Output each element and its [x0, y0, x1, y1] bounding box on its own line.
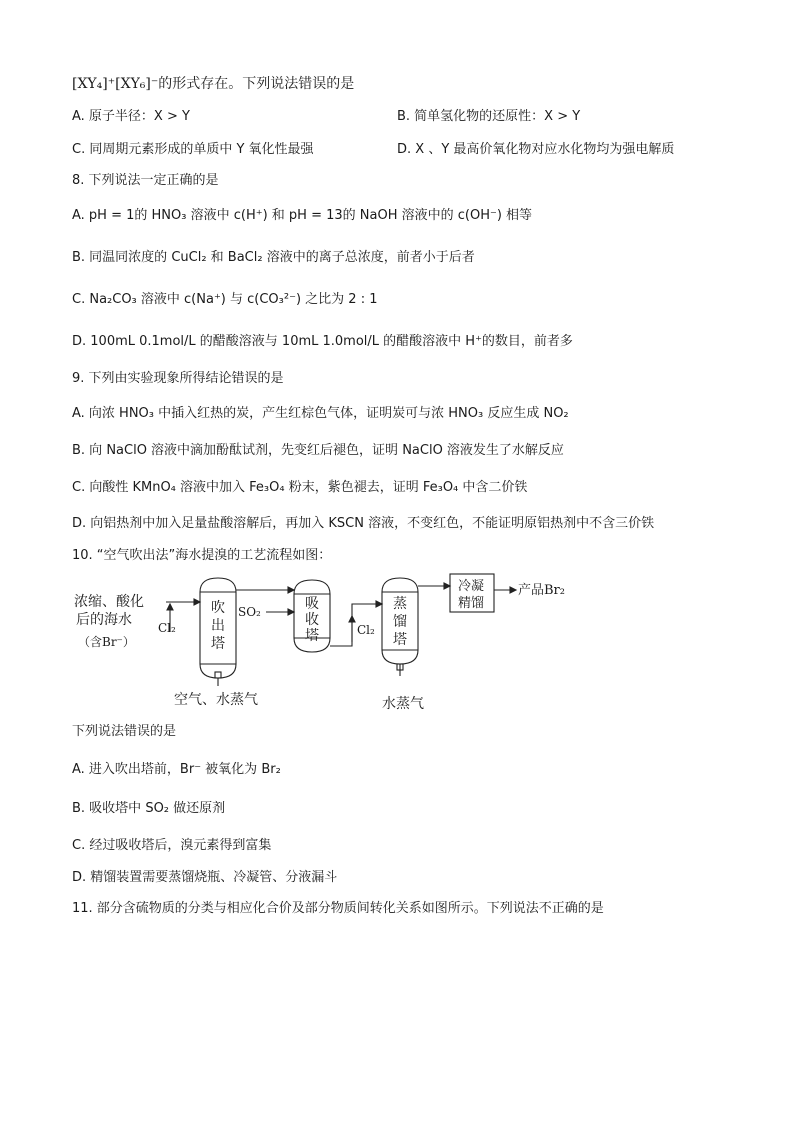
- cl2-label-b: Cl₂: [357, 623, 375, 637]
- feed-label-2: 后的海水: [76, 612, 132, 628]
- condenser-label-1: 冷凝: [458, 579, 485, 594]
- tower1-char-1: 吹: [211, 600, 225, 616]
- tower3-char-1: 蒸: [393, 596, 407, 612]
- so2-label: SO₂: [238, 605, 261, 619]
- q8-option-d: D. 100mL 0.1mol/L 的醋酸溶液与 10mL 1.0mol/L 的醋酸溶液中 H⁺的数目，前者多: [72, 334, 573, 349]
- q10-question: 下列说法错误的是: [72, 724, 177, 739]
- q9-stem: 9. 下列由实验现象所得结论错误的是: [72, 371, 284, 386]
- tower3-char-2: 馏: [393, 614, 407, 630]
- tower2-char-3: 塔: [305, 628, 319, 644]
- q9-option-d: D. 向铝热剂中加入足量盐酸溶解后，再加入 KSCN 溶液，不变红色，不能证明原铝热剂中不含三价铁: [72, 516, 655, 531]
- q8-option-a: A. pH = 1的 HNO₃ 溶液中 c(H⁺) 和 pH = 13的 NaOH 溶液中的 c(OH⁻) 相等: [72, 208, 533, 223]
- cl2-label-a: Cl₂: [158, 621, 176, 635]
- tower2-char-1: 吸: [305, 596, 319, 612]
- q9-option-c: C. 向酸性 KMnO₄ 溶液中加入 Fe₃O₄ 粉末，紫色褪去，证明 Fe₃O₄ 中含二价铁: [72, 480, 528, 495]
- q9-option-a: A. 向浓 HNO₃ 中插入红热的炭，产生红棕色气体，证明炭可与浓 HNO₃ 反应生成 NO₂: [72, 406, 569, 421]
- q10-stem: 10. “空气吹出法”海水提溴的工艺流程如图：: [72, 548, 332, 563]
- steam-label: 水蒸气: [382, 696, 424, 712]
- q8-option-b: B. 同温同浓度的 CuCl₂ 和 BaCl₂ 溶液中的离子总浓度，前者小于后者: [72, 250, 475, 265]
- q7-option-c: C. 同周期元素形成的单质中 Y 氧化性最强: [72, 142, 314, 157]
- tower2-char-2: 收: [305, 612, 319, 628]
- q9-option-b: B. 向 NaClO 溶液中滴加酚酞试剂，先变红后褪色，证明 NaClO 溶液发生了水解反应: [72, 443, 564, 458]
- air-steam-label: 空气、水蒸气: [174, 692, 258, 708]
- q7-option-a: A. 原子半径：X > Y: [72, 109, 190, 124]
- q10-option-c: C. 经过吸收塔后，溴元素得到富集: [72, 838, 272, 853]
- q11-stem: 11. 部分含硫物质的分类与相应化合价及部分物质间转化关系如图所示。下列说法不正确的是: [72, 901, 604, 916]
- tower3-char-3: 塔: [393, 632, 407, 648]
- q7-option-b: B. 简单氢化物的还原性：X > Y: [397, 109, 581, 124]
- q10-option-d: D. 精馏装置需要蒸馏烧瓶、冷凝管、分液漏斗: [72, 870, 338, 885]
- q7-option-d: D. X 、Y 最高价氧化物对应水化物均为强电解质: [397, 142, 675, 157]
- feed-label-3: （含Br⁻）: [78, 635, 135, 649]
- q10-option-a: A. 进入吹出塔前，Br⁻ 被氧化为 Br₂: [72, 762, 281, 777]
- feed-label-1: 浓缩、酸化: [74, 594, 144, 610]
- tower1-char-2: 出: [211, 618, 225, 634]
- bromine-process-diagram: [70, 572, 590, 720]
- q8-option-c: C. Na₂CO₃ 溶液中 c(Na⁺) 与 c(CO₃²⁻) 之比为 2 : 1: [72, 292, 378, 307]
- q7-tail: [XY₄]⁺[XY₆]⁻的形式存在。下列说法错误的是: [72, 76, 355, 92]
- q10-option-b: B. 吸收塔中 SO₂ 做还原剂: [72, 801, 226, 816]
- product-label: 产品Br₂: [518, 583, 565, 598]
- q8-stem: 8. 下列说法一定正确的是: [72, 173, 219, 188]
- condenser-label-2: 精馏: [458, 596, 485, 611]
- tower1-char-3: 塔: [211, 636, 225, 652]
